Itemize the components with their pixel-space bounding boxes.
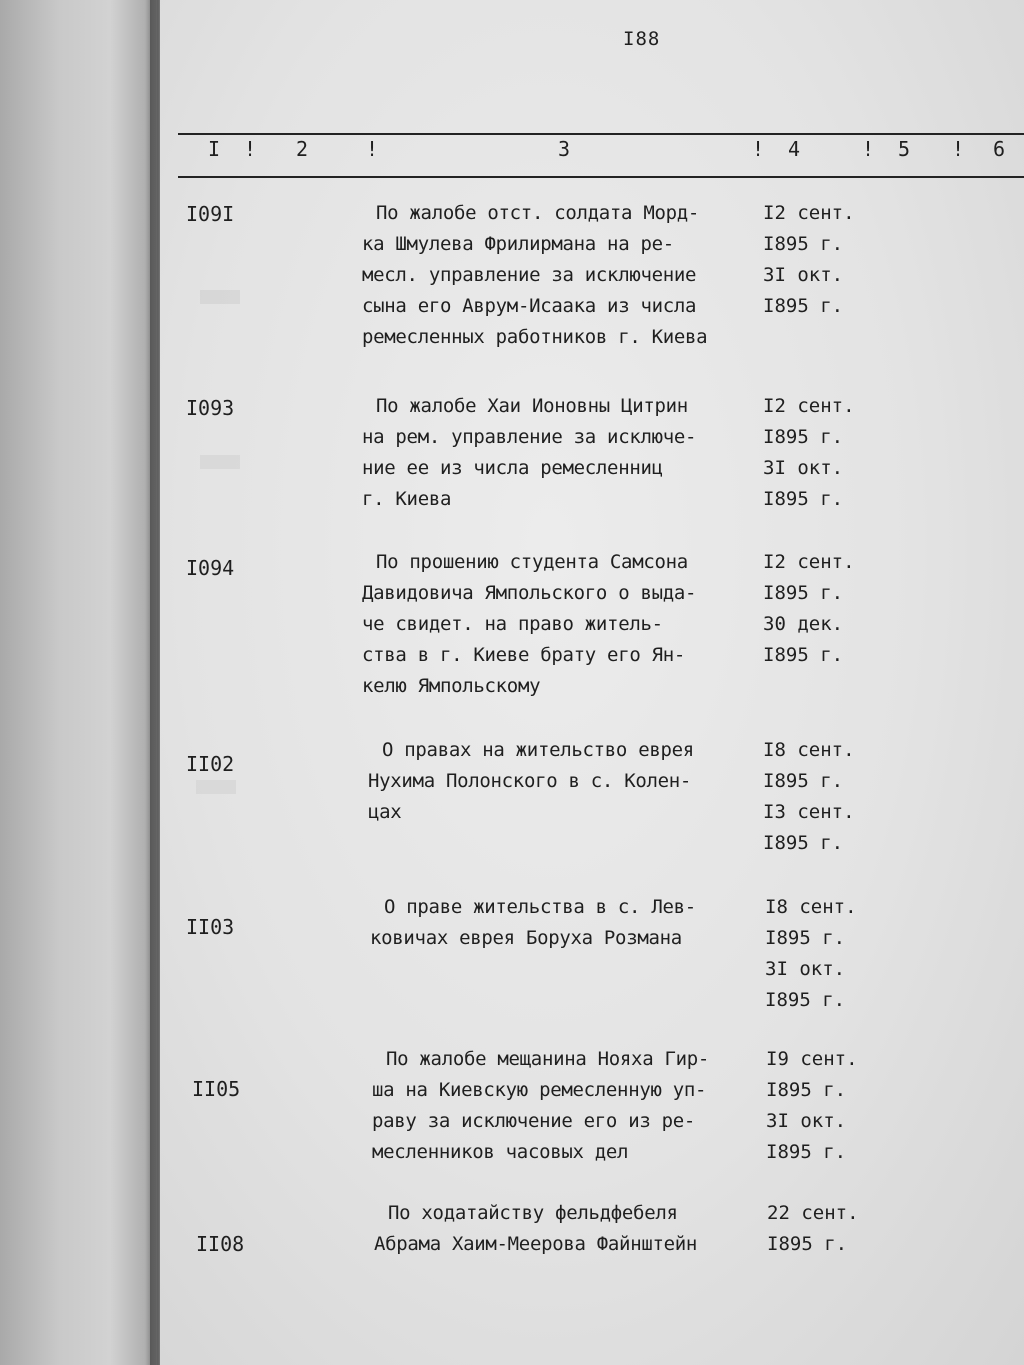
description-line: ша на Киевскую ремесленную уп-	[372, 1079, 707, 1101]
entry-number: I094	[186, 556, 235, 580]
description-line: ковичах еврея Боруха Розмана	[370, 927, 682, 949]
date-end-year: I895 г.	[763, 488, 844, 510]
date-end-year: I895 г.	[766, 1141, 847, 1163]
date-end: 3I окт.	[763, 457, 844, 479]
description-line: че свидет. на право житель-	[362, 613, 663, 635]
date-start: I2 сент.	[763, 551, 855, 573]
entry-description	[362, 547, 696, 702]
description-line: По жалобе Хаи Ионовны Цитрин	[376, 395, 688, 417]
entry-dates	[763, 547, 855, 671]
description-line: По жалобе отст. солдата Морд-	[376, 202, 700, 224]
entry-number: II08	[196, 1232, 245, 1256]
date-start: I8 сент.	[765, 896, 857, 918]
description-line: О праве жительства в с. Лев-	[384, 896, 696, 918]
description-line: г. Киева	[362, 488, 452, 510]
date-start: I9 сент.	[766, 1048, 858, 1070]
table-header-bottom-rule	[178, 176, 1024, 178]
entry-dates	[765, 892, 857, 1016]
column-separator: !	[244, 137, 257, 161]
date-end: I3 сент.	[763, 801, 855, 823]
entry-number: I09I	[186, 202, 235, 226]
entry-description	[372, 1044, 709, 1168]
description-line: ремесленных работников г. Киева	[362, 326, 708, 348]
date-start: I2 сент.	[763, 202, 855, 224]
date-end-year: I895 г.	[763, 295, 844, 317]
description-line: Абрама Хаим-Меерова Файнштейн	[374, 1233, 698, 1255]
column-separator: !	[752, 137, 765, 161]
entry-description	[362, 391, 696, 515]
show-through-mark	[200, 455, 240, 469]
date-start-year: I895 г.	[763, 770, 844, 792]
description-line: келю Ямпольскому	[362, 675, 541, 697]
date-end: 30 дек.	[763, 613, 844, 635]
description-line: цах	[368, 801, 402, 823]
entry-number: II02	[186, 752, 235, 776]
table-header-top-rule	[178, 133, 1024, 135]
description-line: на рем. управление за исключе-	[362, 426, 697, 448]
description-line: месл. управление за исключение	[362, 264, 697, 286]
description-line: По жалобе мещанина Нояха Гир-	[386, 1048, 710, 1070]
description-line: сына его Аврум-Исаака из числа	[362, 295, 697, 317]
date-start-year: I895 г.	[766, 1079, 847, 1101]
date-start-year: I895 г.	[767, 1233, 848, 1255]
date-start-year: I895 г.	[763, 233, 844, 255]
entry-description	[370, 892, 696, 954]
date-end: 3I окт.	[765, 958, 846, 980]
date-start-year: I895 г.	[765, 927, 846, 949]
date-end-year: I895 г.	[763, 644, 844, 666]
description-line: ства в г. Киеве брату его Ян-	[362, 644, 686, 666]
entry-description	[368, 735, 694, 828]
column-separator: !	[366, 137, 379, 161]
description-line: раву за исключение его из ре-	[372, 1110, 696, 1132]
description-line: Нухима Полонского в с. Колен-	[368, 770, 692, 792]
date-start: I8 сент.	[763, 739, 855, 761]
show-through-mark	[196, 780, 236, 794]
entry-dates	[763, 735, 855, 859]
column-header-5: 5	[898, 137, 911, 161]
column-header-2: 2	[296, 137, 309, 161]
description-line: По ходатайству фельдфебеля	[388, 1202, 678, 1224]
date-end: 3I окт.	[766, 1110, 847, 1132]
column-separator: !	[952, 137, 965, 161]
description-line: ние ее из числа ремесленниц	[362, 457, 663, 479]
date-start-year: I895 г.	[763, 426, 844, 448]
date-end-year: I895 г.	[763, 832, 844, 854]
column-header-1: I	[208, 137, 221, 161]
entry-number: I093	[186, 396, 235, 420]
column-header-3: 3	[558, 137, 571, 161]
entry-dates	[766, 1044, 858, 1168]
show-through-mark	[200, 290, 240, 304]
column-header-4: 4	[788, 137, 801, 161]
description-line: Давидовича Ямпольского о выда-	[362, 582, 697, 604]
date-end: 3I окт.	[763, 264, 844, 286]
date-start: I2 сент.	[763, 395, 855, 417]
page-number: I88	[623, 28, 661, 50]
entry-number: II03	[186, 915, 235, 939]
description-line: По прошению студента Самсона	[376, 551, 688, 573]
description-line: ка Шмулева Фрилирмана на ре-	[362, 233, 674, 255]
entry-number: II05	[192, 1077, 241, 1101]
facing-page	[0, 0, 156, 1365]
column-header-6: 6	[993, 137, 1006, 161]
date-end-year: I895 г.	[765, 989, 846, 1011]
description-line: месленников часовых дел	[372, 1141, 629, 1163]
description-line: О правах на жительство еврея	[382, 739, 694, 761]
entry-description	[374, 1198, 697, 1260]
column-separator: !	[862, 137, 875, 161]
entry-dates	[763, 391, 855, 515]
entry-description	[362, 198, 707, 353]
date-start: 22 сент.	[767, 1202, 859, 1224]
entry-dates	[763, 198, 855, 322]
entry-dates	[767, 1198, 859, 1260]
date-start-year: I895 г.	[763, 582, 844, 604]
